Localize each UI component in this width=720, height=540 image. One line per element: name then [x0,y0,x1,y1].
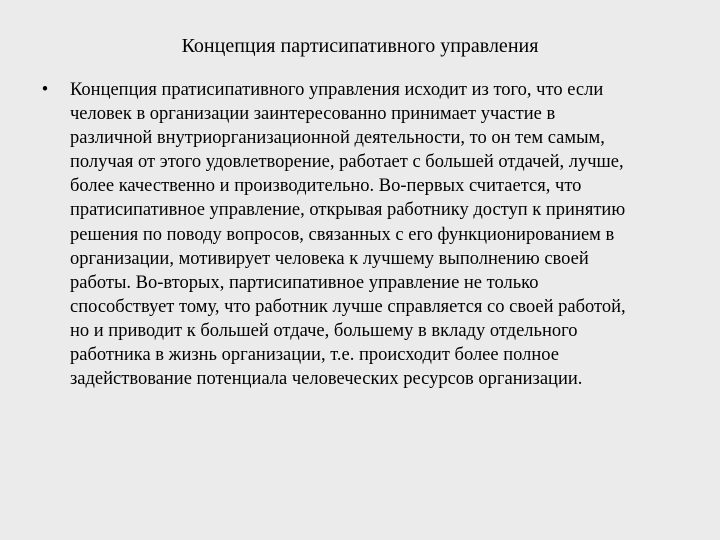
body-line: человек в организации заинтересованно принимает участие в [70,104,556,125]
body-line: различной внутриорганизационной деятельности, то он тем самым, [70,128,605,149]
body-line: получая от этого удовлетворение, работает с большей отдачей, лучше, [70,152,624,173]
body-line: способствует тому, что работник лучше справляется со своей работой, [70,296,626,317]
body-line: пратисипативное управление, открывая работнику доступ к принятию [70,200,626,221]
bullet-list [38,78,688,391]
body-line: но и приводит к большей отдаче, большему в вкладу отдельного [70,320,578,341]
body-line: организации, мотивирует человека к лучшему выполнению своей [70,248,589,269]
slide-title: Концепция партисипативного управления [181,35,539,57]
body-line: решения по поводу вопросов, связанных с его функционированием в [70,224,615,245]
body-line: работника в жизнь организации, т.е. происходит более полное [70,345,559,366]
bullet-icon: • [41,80,49,100]
body-line: задействование потенциала человеческих ресурсов организации. [70,369,583,390]
body-line: более качественно и производительно. Во-первых считается, что [70,176,582,197]
body-line: работы. Во-вторых, партисипативное управление не только [70,272,539,293]
body-line: Концепция пратисипативного управления исходит из того, что если [70,80,604,100]
bullet-item [38,78,688,391]
